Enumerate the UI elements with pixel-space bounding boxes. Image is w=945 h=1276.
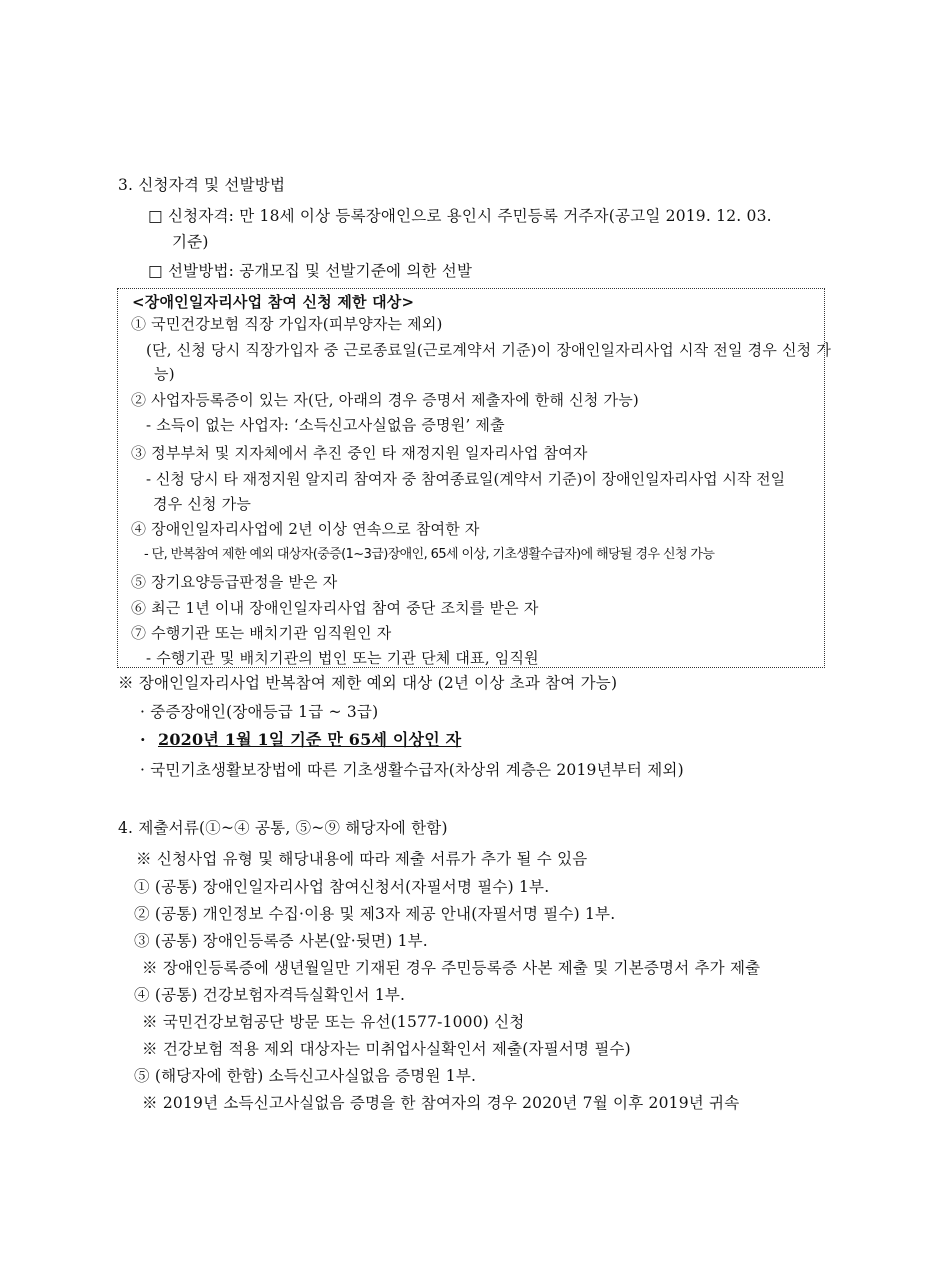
- restriction-box-title: <장애인일자리사업 참여 신청 제한 대상>: [132, 293, 415, 311]
- restriction-line: ① 국민건강보험 직장 가입자(피부양자는 제외): [131, 315, 443, 333]
- document-line: ④ (공통) 건강보험자격득실확인서 1부.: [134, 986, 406, 1004]
- document-line: ⑤ (해당자에 한함) 소득신고사실없음 증명원 1부.: [134, 1067, 477, 1085]
- exception-item: · 중증장애인(장애등급 1급 ~ 3급): [140, 703, 379, 721]
- exception-item: · 국민기초생활보장법에 따른 기초생활수급자(차상위 계층은 2019년부터 제외): [140, 761, 684, 779]
- restriction-line: - 수행기관 및 배치기관의 법인 또는 기관 단체 대표, 임직원: [146, 649, 539, 667]
- document-line: ※ 신청사업 유형 및 해당내용에 따라 제출 서류가 추가 될 수 있음: [136, 850, 588, 868]
- section4-heading: 4. 제출서류(①~④ 공통, ⑤~⑨ 해당자에 한함): [118, 819, 448, 837]
- document-line: ② (공통) 개인정보 수집·이용 및 제3자 제공 안내(자필서명 필수) 1부.: [134, 905, 616, 923]
- restriction-line: ⑦ 수행기관 또는 배치기관 임직원인 자: [131, 624, 392, 642]
- document-line: ※ 장애인등록증에 생년월일만 기재된 경우 주민등록증 사본 제출 및 기본증명서 추가 제출: [142, 959, 761, 977]
- restriction-line: 경우 신청 가능: [153, 495, 252, 513]
- document-line: ① (공통) 장애인일자리사업 참여신청서(자필서명 필수) 1부.: [134, 878, 550, 896]
- exception-item-bullet: ·: [140, 730, 146, 749]
- restriction-line: ② 사업자등록증이 있는 자(단, 아래의 경우 증명서 제출자에 한해 신청 가능): [131, 391, 639, 409]
- selection-method-item: □ 선발방법: 공개모집 및 선발기준에 의한 선발: [148, 262, 473, 280]
- restriction-line: (단, 신청 당시 직장가입자 중 근로종료일(근로계약서 기준)이 장애인일자리사업 시작 전일 경우 신청 가: [146, 341, 832, 359]
- restriction-line: ⑤ 장기요양등급판정을 받은 자: [131, 573, 338, 591]
- restriction-line: ⑥ 최근 1년 이내 장애인일자리사업 참여 중단 조치를 받은 자: [131, 599, 539, 617]
- eligibility-item-continued: 기준): [172, 233, 209, 251]
- restriction-line: ④ 장애인일자리사업에 2년 이상 연속으로 참여한 자: [131, 520, 480, 538]
- document-line: ③ (공통) 장애인등록증 사본(앞·뒷면) 1부.: [134, 932, 428, 950]
- document-line: ※ 2019년 소득신고사실없음 증명을 한 참여자의 경우 2020년 7월 이후 2019년 귀속: [142, 1094, 740, 1112]
- restriction-line: - 소득이 없는 사업자: ‘소득신고사실없음 증명원’ 제출: [146, 416, 505, 434]
- restriction-line: - 신청 당시 타 재정지원 알지리 참여자 중 참여종료일(계약서 기준)이 장애인일자리사업 시작 전일: [146, 470, 786, 488]
- exception-heading: ※ 장애인일자리사업 반복참여 제한 예외 대상 (2년 이상 초과 참여 가능): [118, 674, 618, 692]
- restriction-line: - 단, 반복참여 제한 예외 대상자(중증(1~3급)장애인, 65세 이상, 기초생활수급자)에 해당될 경우 신청 가능: [144, 547, 715, 562]
- restriction-line: ③ 정부부처 및 지자체에서 추진 중인 타 재정지원 일자리사업 참여자: [131, 444, 588, 462]
- restriction-line: 능): [154, 365, 175, 383]
- document-line: ※ 국민건강보험공단 방문 또는 유선(1577-1000) 신청: [142, 1013, 525, 1031]
- section3-heading: 3. 신청자격 및 선발방법: [118, 176, 286, 194]
- document-line: ※ 건강보험 적용 제외 대상자는 미취업사실확인서 제출(자필서명 필수): [142, 1040, 631, 1058]
- eligibility-item: □ 신청자격: 만 18세 이상 등록장애인으로 용인시 주민등록 거주자(공고일 2019. 12. 03.: [148, 207, 772, 225]
- exception-item-emphasis: 2020년 1월 1일 기준 만 65세 이상인 자: [158, 730, 462, 749]
